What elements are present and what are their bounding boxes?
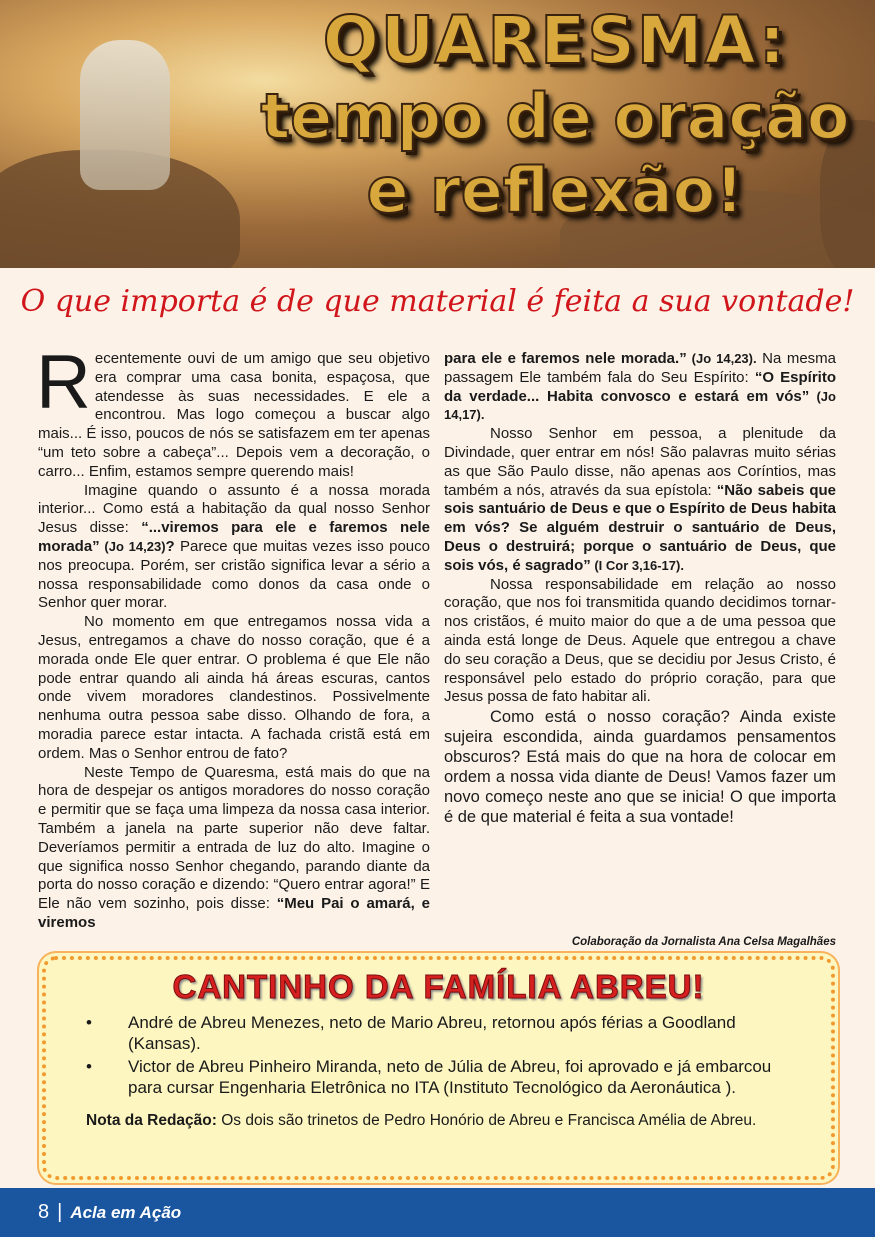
citation: (I Cor 3,16-17). [590, 557, 684, 573]
quote: “Não sabeis que sois santuário de Deus e que o Espírito de Deus habita em vós? Se alguém destruir o santuário de Deus, Deus o destruirá; porque o santuário de Deus, que sois vós, é sagrado” [444, 481, 836, 574]
text: ecentemente ouvi de um amigo que seu objetivo era comprar uma casa bonita, espaçosa, que atendesse às suas necessidades. E ele a encontrou. Mas logo começou a buscar algo mais... É isso, poucos de nós se satisfazem em ter apenas “um teto sobre a cabeça”... Depois vem a decoração, o carro... Enfim, estamos sempre querendo mais! [38, 350, 430, 480]
page-footer [0, 1188, 875, 1237]
note-label: Nota da Redação: [86, 1112, 217, 1129]
citation: (Jo 14,17). [444, 388, 836, 423]
list-item [86, 1012, 791, 1054]
drop-cap: R [36, 340, 91, 425]
family-news-list [86, 1012, 791, 1098]
article-subtitle: O que importa é de que material é feita a sua vontade! [20, 284, 855, 319]
text: Victor de Abreu Pinheiro Miranda, neto de Júlia de Abreu, foi aprovado e já embarcou para cursar Engenharia Eletrônica no ITA (Instituto Tecnológico da Aeronáutica ). [128, 1057, 772, 1097]
paragraph: No momento em que entregamos nossa vida a Jesus, entregamos a chave do nosso coração, que é a morada onde Ele quer entrar. O problema é que Ele não pode entrar quando ali ainda há áreas escuras, cantos onde vivem moradores clandestinos. Possivelmente nenhuma outra pessoa sabe disso. Olhando de fora, a moradia parece estar intacta. A fachada cristã está em ordem. Mas o Senhor entrou de fato? [38, 613, 430, 762]
text: Nosso Senhor em pessoa, a plenitude da Divindade, quer entrar em nós! São palavras muito sérias as que São Paulo disse, não apenas aos Coríntios, mas também a nós, através da sua epístola: [444, 425, 836, 499]
header-banner-image [0, 0, 875, 268]
banner-title [255, 2, 855, 227]
banner-title-line2: tempo de oração [260, 80, 850, 153]
family-corner-title: CANTINHO DA FAMÍLIA ABREU! [172, 968, 705, 1005]
quote: “...viremos para ele e faremos nele morada” [38, 519, 430, 555]
text: Na mesma passagem Ele também fala do Seu Espírito: [444, 350, 836, 386]
bullet: • [86, 1057, 92, 1076]
banner-title-line3: e reflexão! [366, 154, 744, 227]
paragraph [444, 425, 836, 575]
note-text: Os dois são trinetos de Pedro Honório de Abreu e Francisca Amélia de Abreu. [216, 1112, 757, 1129]
paragraph: Como está o nosso coração? Ainda existe sujeira escondida, ainda guardamos pensamentos obscuros? Está mais do que na hora de colocar em ordem a nossa vida diante de Deus! Vamos fazer um novo começo neste ano que se inicia! O que importa é de que material é feita a sua vontade! [444, 708, 836, 827]
article-credit: Colaboração da Jornalista Ana Celsa Magalhães [571, 936, 836, 948]
text: Parece que muitas vezes isso pouco nos preocupa. Porém, ser cristão significa levar a sério a nossa responsabilidade como donos da casa onde o Senhor quer morar. [38, 537, 430, 612]
paragraph [38, 482, 430, 614]
separator: | [57, 1201, 63, 1223]
paragraph [38, 764, 430, 933]
quote: “O Espírito da verdade... Habita convosco e estará em vós” [444, 368, 836, 405]
quote: para ele e faremos nele morada.” [444, 350, 687, 367]
article-column-left [36, 340, 431, 933]
magazine-name: Acla em Ação [70, 1202, 182, 1222]
article-column-right [444, 350, 836, 827]
bullet: • [86, 1013, 92, 1032]
text: Imagine quando o assunto é a nossa morada interior... Como está a habitação da qual nosso Senhor Jesus disse: [38, 481, 430, 537]
citation: (Jo 14,23) [99, 538, 166, 554]
editor-note [86, 1112, 791, 1130]
citation: (Jo 14,23). [686, 351, 757, 366]
praying-figure-image [80, 40, 170, 190]
paragraph [36, 340, 430, 482]
text: ? [165, 537, 175, 555]
text: Neste Tempo de Quaresma, está mais do que na hora de despejar os antigos moradores do nosso coração e permitir que se faça uma limpeza da nossa casa interior. Também a janela na parte superior não deve faltar. Deveríamos permitir a entrada de luz do alto. Imagine o que significa nosso Senhor chegando, parando diante da porta do nosso coração e dizendo: “Quero entrar agora!” E Ele não vem sozinho, pois disse: [38, 763, 430, 913]
banner-title-line1: QUARESMA: [322, 2, 788, 79]
text: André de Abreu Menezes, neto de Mario Abreu, retornou após férias a Goodland (Kansas). [128, 1013, 736, 1053]
paragraph: Nossa responsabilidade em relação ao nosso coração, que nos foi transmitida quando decidimos tornar-nos cristãos, é muito maior do que a de uma pessoa que ainda está longe de Deus. Aquele que entregou a chave do seu coração a Deus, que se decidiu por Jesus Cristo, é responsável pelo estado do próprio coração, para que Jesus possa de fato habitar ali. [444, 575, 836, 706]
paragraph [444, 350, 836, 425]
quote: “Meu Pai o amará, e viremos [38, 895, 431, 931]
page-number: 8 [38, 1201, 50, 1223]
list-item [86, 1056, 791, 1098]
family-corner-box [42, 956, 835, 1180]
